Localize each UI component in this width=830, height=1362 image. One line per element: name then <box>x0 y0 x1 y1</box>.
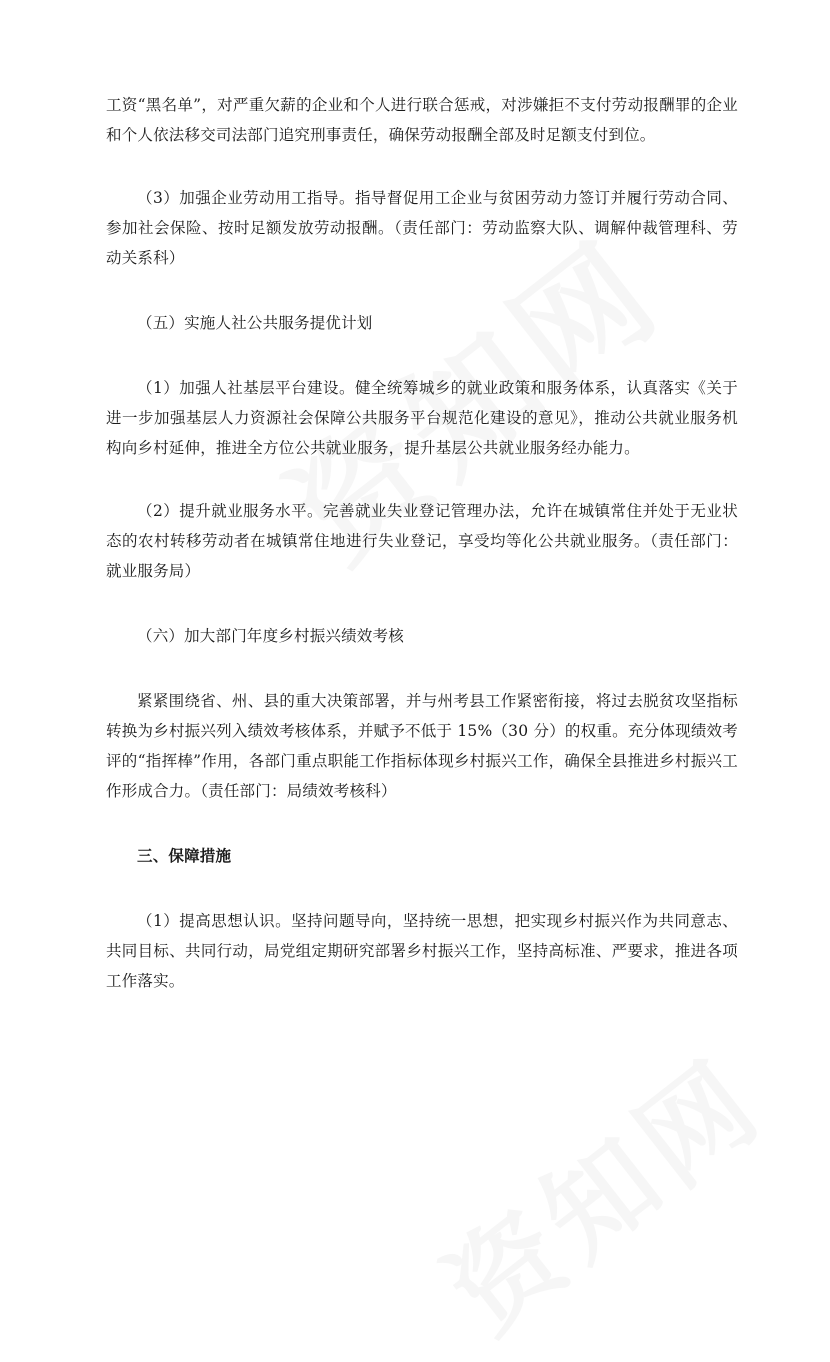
watermark-bottom <box>410 1016 791 1362</box>
paragraph-performance-assessment: 紧紧围绕省、州、县的重大决策部署，并与州考县工作紧密衔接，将过去脱贫攻坚指标转换为乡村振兴列入绩效考核体系，并赋予不低于 15%（30 分）的权重。充分体现绩效考评的“指挥棒”作用，各部门重点职能工作指标体现乡村振兴工作，确保全县推进乡村振兴工作形成合力。（责任部门：局绩效考核科） <box>106 692 738 800</box>
paragraph-employment-service: （2）提升就业服务水平。完善就业失业登记管理办法，允许在城镇常住并处于无业状态的农村转移劳动者在城镇常住地进行失业登记，享受均等化公共就业服务。（责任部门：就业服务局） <box>106 502 738 580</box>
paragraph-wage-blacklist: 工资“黑名单”，对严重欠薪的企业和个人进行联合惩戒，对涉嫌拒不支付劳动报酬罪的企业和个人依法移交司法部门追究刑事责任，确保劳动报酬全部及时足额支付到位。 <box>106 96 738 144</box>
paragraph-raise-awareness: （1）提高思想认识。坚持问题导向，坚持统一思想，把实现乡村振兴作为共同意志、共同目标、共同行动，局党组定期研究部署乡村振兴工作，坚持高标准、严要求，推进各项工作落实。 <box>106 912 738 990</box>
paragraph-employment-guidance: （3）加强企业劳动用工指导。指导督促用工企业与贫困劳动力签订并履行劳动合同、参加社会保险、按时足额发放劳动报酬。（责任部门：劳动监察大队、调解仲裁管理科、劳动关系科） <box>106 189 738 267</box>
heading-safeguards: 三、保障措施 <box>137 846 232 865</box>
heading-section-six: （六）加大部门年度乡村振兴绩效考核 <box>137 627 404 645</box>
heading-section-five: （五）实施人社公共服务提优计划 <box>137 314 373 332</box>
document-body <box>106 90 738 996</box>
paragraph-platform-construction: （1）加强人社基层平台建设。健全统筹城乡的就业政策和服务体系，认真落实《关于进一步加强基层人力资源社会保障公共服务平台规范化建设的意见》，推动公共就业服务机构向乡村延伸，推进全方位公共就业服务，提升基层公共就业服务经办能力。 <box>106 379 738 457</box>
